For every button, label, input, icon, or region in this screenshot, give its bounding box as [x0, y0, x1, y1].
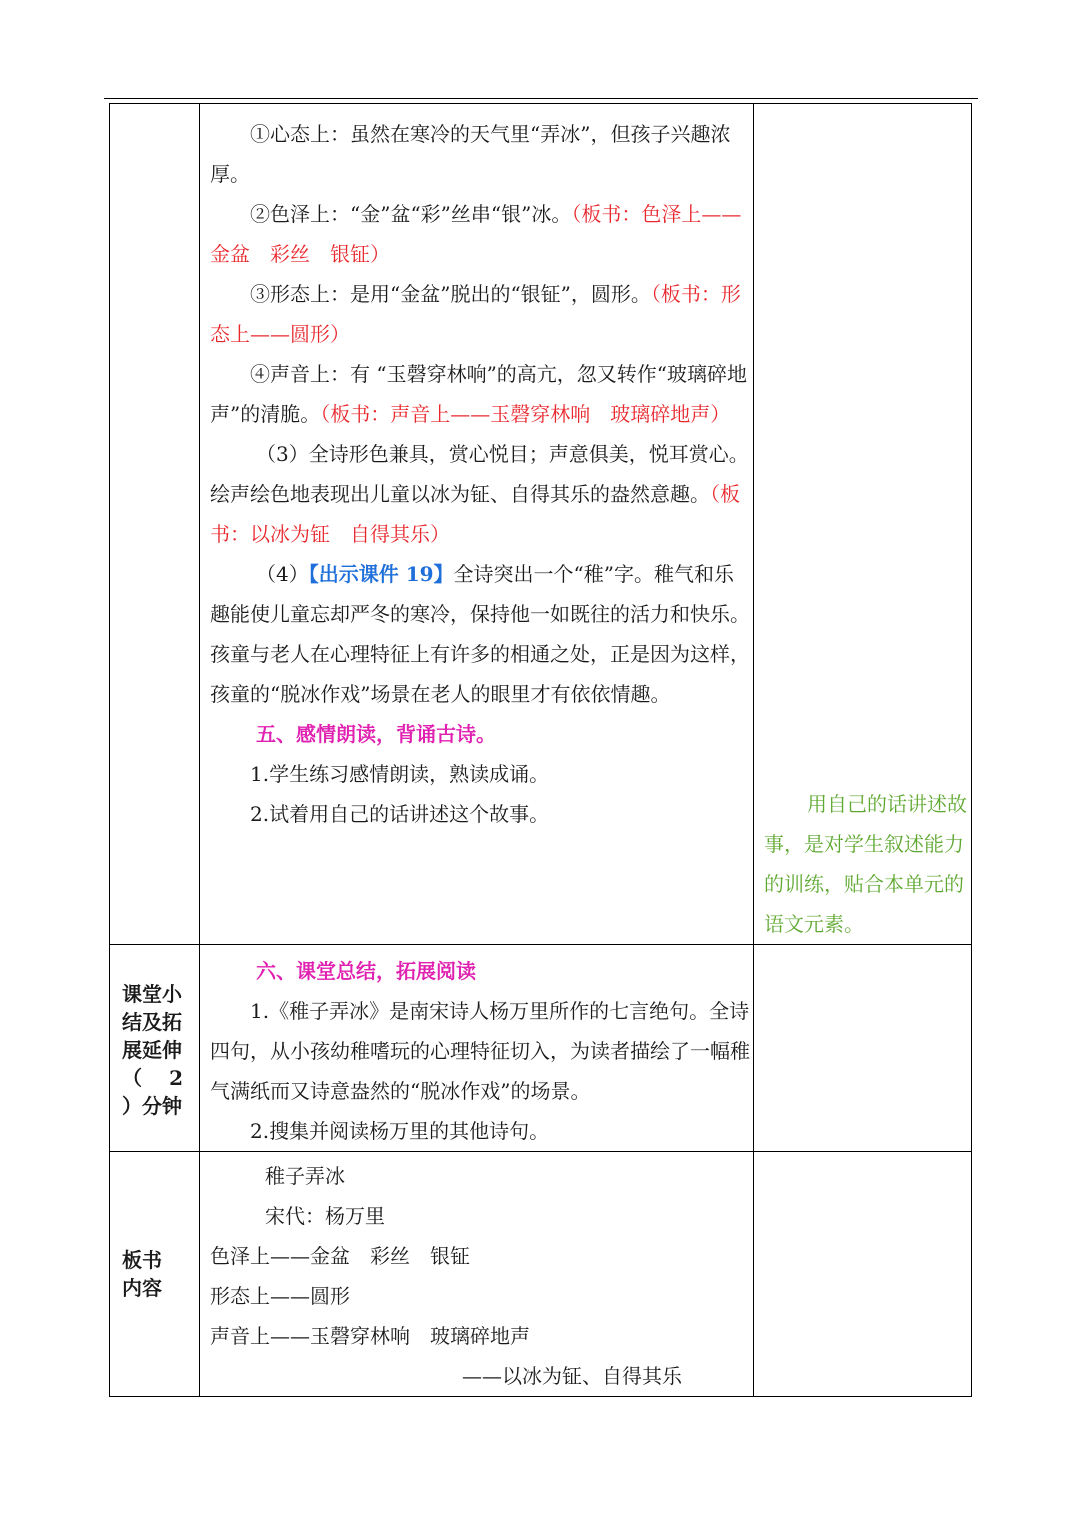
list-item: 1.学生练习感情朗读，熟读成诵。	[250, 762, 550, 786]
board-note-sound: （板书：声音上——玉磬穿林响 玻璃碎地声）	[320, 402, 731, 426]
table-row	[110, 1152, 972, 1397]
label-time: （ 2	[122, 1066, 183, 1090]
table-row	[110, 945, 972, 1152]
label-cell-board	[110, 1152, 200, 1397]
board-line: 形态上——圆形	[210, 1284, 350, 1308]
board-line: 声音上——玉磬穿林响 玻璃碎地声	[210, 1324, 530, 1348]
board-note-shape: （板书：形态上——圆形）	[210, 282, 741, 346]
notes-cell-empty	[754, 945, 972, 1152]
step-five-heading: 五、感情朗读，背诵古诗。	[256, 722, 496, 746]
poem-author: 宋代：杨万里	[265, 1204, 385, 1228]
label-cell-empty	[110, 104, 200, 945]
notes-cell-empty	[754, 1152, 972, 1397]
board-line: 色泽上——金盆 彩丝 银钲	[210, 1244, 470, 1268]
board-note-theme: （板书：以冰为钲 自得其乐）	[210, 482, 740, 546]
poem-title: 稚子弄冰	[265, 1164, 345, 1188]
courseware-link[interactable]: 【出示课件 19】	[308, 562, 454, 586]
label-line: ）分钟	[122, 1094, 182, 1118]
paragraph-color: ②色泽上：“金”盆“彩”丝串“银”冰。（板书：色泽上——金盆 彩丝 银钲）	[210, 202, 742, 266]
paragraph-summary-3: （3）全诗形色兼具，赏心悦目；声意俱美，悦耳赏心。绘声绘色地表现出儿童以冰为钲、自得其乐的盎然意趣。（板书：以冰为钲 自得其乐）	[210, 442, 749, 546]
board-content-cell	[200, 1152, 754, 1397]
step-six-heading: 六、课堂总结，拓展阅读	[256, 959, 476, 983]
paragraph-mood: ①心态上：虽然在寒冷的天气里“弄冰”，但孩子兴趣浓厚。	[210, 122, 731, 186]
paragraph-sound: ④声音上：有 “玉磬穿林响”的高亢，忽又转作“玻璃碎地声”的清脆。（板书：声音上——玉磬穿林响 玻璃碎地声）	[210, 362, 748, 426]
paragraph-summary-4: （4）【出示课件 19】全诗突出一个“稚”字。稚气和乐趣能使儿童忘却严冬的寒冷，保持他一如既往的活力和快乐。孩童与老人在心理特征上有许多的相通之处，正是因为这样，孩童的“脱冰作戏”场景在老人的眼里才有依依情趣。	[210, 562, 750, 706]
notes-cell	[754, 104, 972, 945]
board-conclusion: ——以冰为钲、自得其乐	[462, 1364, 682, 1388]
content-cell	[200, 945, 754, 1152]
list-item: 2.搜集并阅读杨万里的其他诗句。	[250, 1119, 550, 1143]
label-line: 展延伸	[122, 1038, 182, 1062]
list-item: 2.试着用自己的话讲述这个故事。	[250, 802, 550, 826]
content-cell	[200, 104, 754, 945]
teaching-note: 用自己的话讲述故事，是对学生叙述能力的训练，贴合本单元的语文元素。	[764, 792, 967, 936]
table-row	[110, 104, 972, 945]
paragraph-shape: ③形态上：是用“金盆”脱出的“银钲”，圆形。（板书：形态上——圆形）	[210, 282, 741, 346]
label-line: 板书	[122, 1248, 162, 1272]
board-note-color: （板书：色泽上——金盆 彩丝 银钲）	[210, 202, 742, 266]
label-line: 结及拓	[122, 1010, 182, 1034]
list-item: 1.《稚子弄冰》是南宋诗人杨万里所作的七言绝句。全诗四句，从小孩幼稚嗜玩的心理特征切入，为读者描绘了一幅稚气满纸而又诗意盎然的“脱冰作戏”的场景。	[210, 999, 750, 1103]
header-rule	[104, 98, 978, 99]
label-line: 课堂小	[122, 982, 182, 1006]
lesson-plan-table	[109, 103, 972, 1397]
label-line: 内容	[122, 1276, 162, 1300]
label-cell-summary	[110, 945, 200, 1152]
